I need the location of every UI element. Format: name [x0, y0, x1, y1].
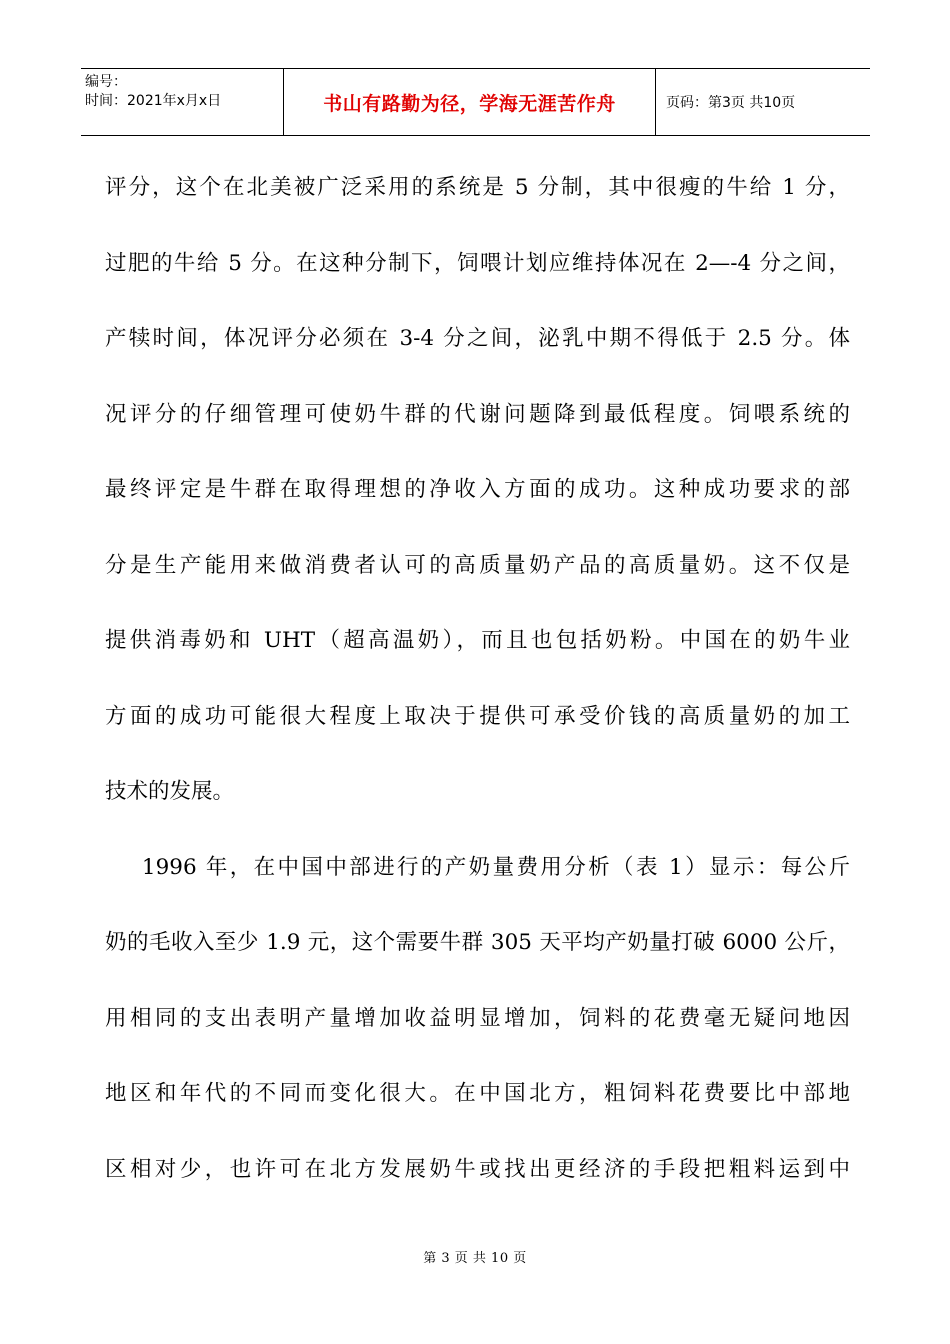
- document-body: [105, 150, 850, 1207]
- document-date: 时间：2021年x月x日: [85, 93, 222, 109]
- text-line: 评分，这个在北美被广泛采用的系统是 5 分制，其中很瘦的牛给 1 分，: [105, 175, 850, 200]
- text-line: 用相同的支出表明产量增加收益明显增加，饲料的花费毫无疑问地因: [105, 1005, 850, 1031]
- paragraph-2: [105, 830, 850, 1208]
- text-line: 过肥的牛给 5 分。在这种分制下，饲喂计划应维持体况在 2—-4 分之间，: [105, 250, 850, 276]
- text-line: 况评分的仔细管理可使奶牛群的代谢问题降到最低程度。饲喂系统的: [105, 401, 850, 427]
- header-page-info: 页码：第3页 共10页: [666, 95, 796, 111]
- text-line: 1996 年，在中国中部进行的产奶量费用分析（表 1）显示：每公斤: [105, 854, 850, 880]
- text-line: 分是生产能用来做消费者认可的高质量奶产品的高质量奶。这不仅是: [105, 552, 850, 578]
- text-line: 提供消毒奶和 UHT（超高温奶），而且也包括奶粉。中国在的奶牛业: [105, 628, 850, 653]
- header-meta: [81, 69, 283, 135]
- text-line: 产犊时间，体况评分必须在 3-4 分之间，泌乳中期不得低于 2.5 分。体: [105, 326, 850, 351]
- page-footer: [0, 1247, 950, 1266]
- page-header: [81, 68, 870, 136]
- text-line: 区相对少，也许可在北方发展奶牛或找出更经济的手段把粗料运到中: [105, 1156, 850, 1182]
- text-line: 最终评定是牛群在取得理想的净收入方面的成功。这种成功要求的部: [105, 477, 850, 502]
- header-motto: 书山有路勤为径，学海无涯苦作舟: [323, 92, 616, 115]
- text-line: 奶的毛收入至少 1.9 元，这个需要牛群 305 天平均产奶量打破 6000 公斤，: [105, 930, 850, 955]
- header-page-cell: [656, 69, 870, 135]
- text-line: 地区和年代的不同而变化很大。在中国北方，粗饲料花费要比中部地: [105, 1081, 850, 1106]
- header-motto-cell: [283, 69, 656, 135]
- document-number-label: 编号：: [85, 74, 127, 90]
- footer-page-number: 第 3 页 共 10 页: [423, 1251, 527, 1266]
- paragraph-1: [105, 150, 850, 830]
- text-line: 方面的成功可能很大程度上取决于提供可承受价钱的高质量奶的加工: [105, 703, 850, 729]
- text-line: 技术的发展。: [105, 779, 235, 804]
